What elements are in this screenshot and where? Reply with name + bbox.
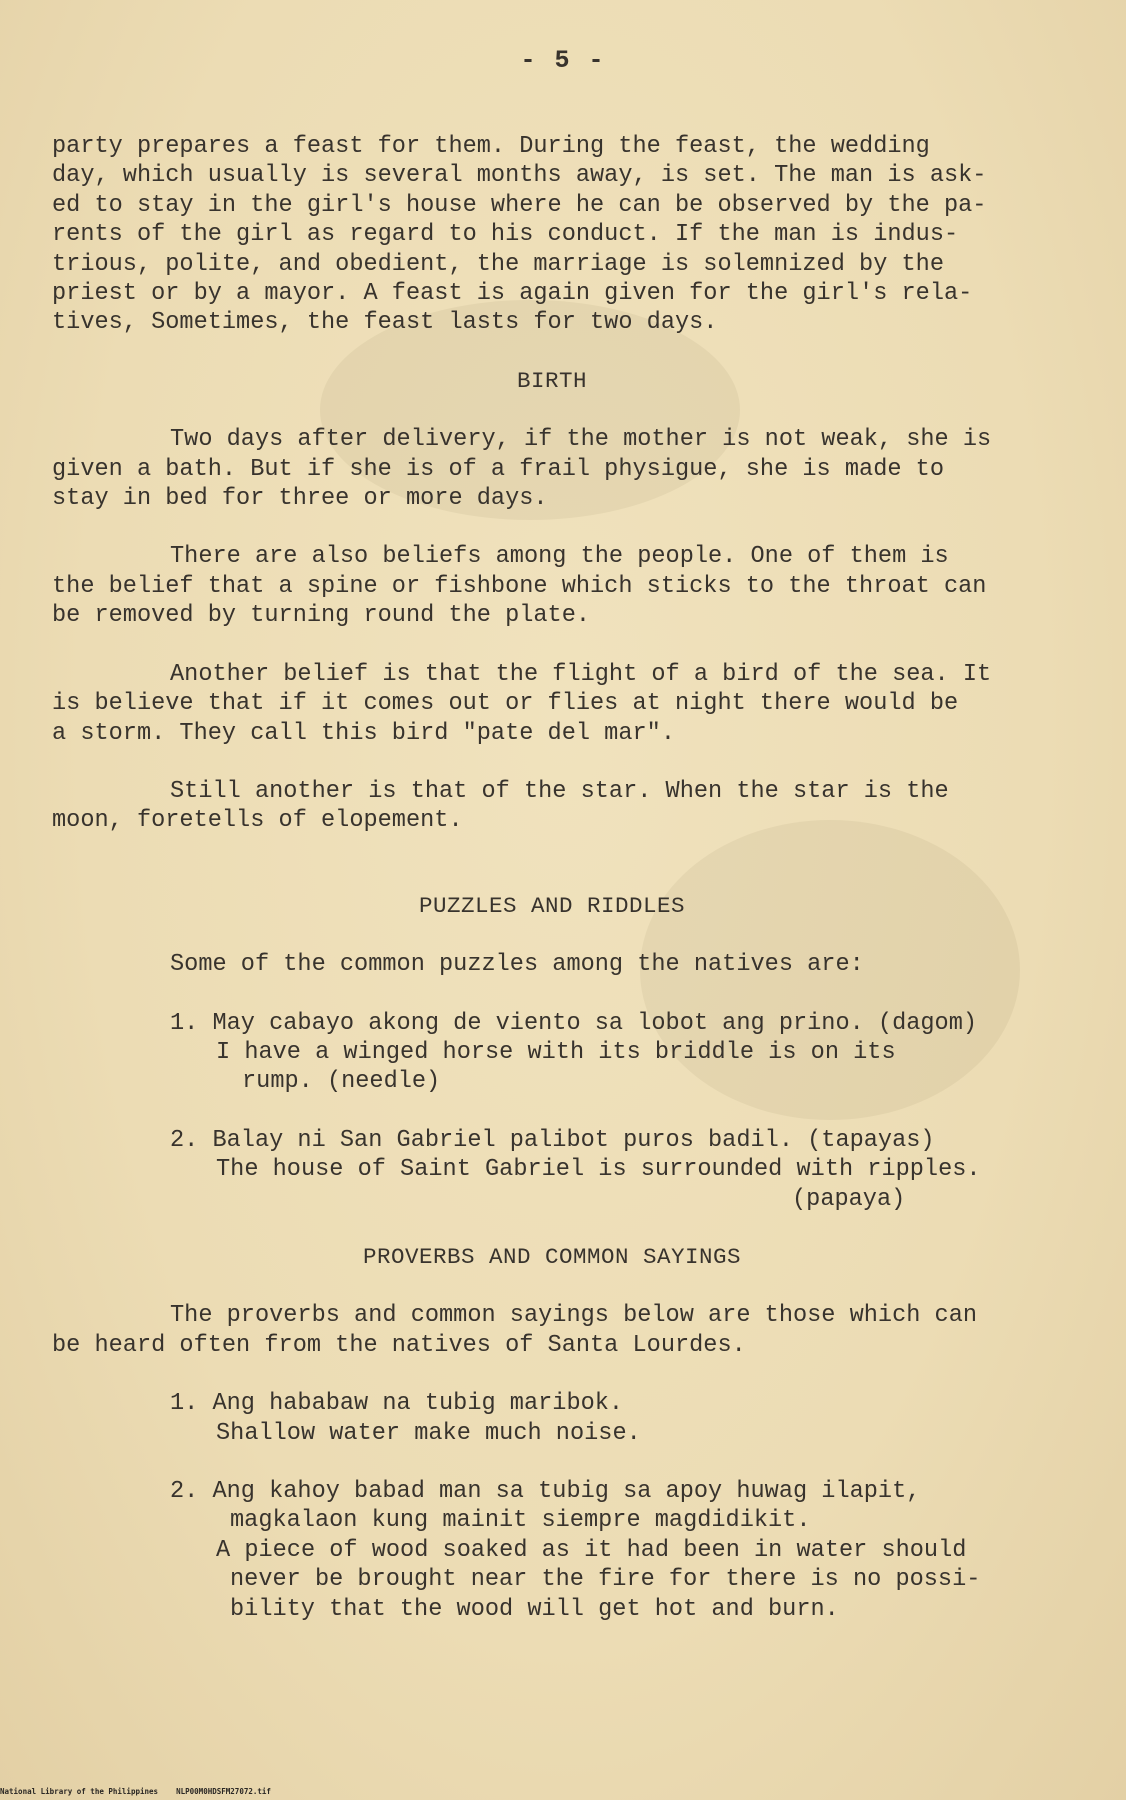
footer-file: NLP00M0HDSFM27072.tif <box>176 1787 271 1796</box>
section-heading-proverbs: PROVERBS AND COMMON SAYINGS <box>362 1243 742 1270</box>
birth-paragraph-1 <box>52 425 1052 513</box>
text-line: Two days after delivery, if the mother is not weak, she is <box>170 426 992 454</box>
text-line: Some of the common puzzles among the natives are: <box>170 951 864 979</box>
text-line: Still another is that of the star. When the star is the <box>170 777 949 805</box>
text-line: a storm. They call this bird "pate del mar". <box>52 719 675 747</box>
text-line: be removed by turning round the plate. <box>52 602 591 630</box>
text-line: priest or by a mayor. A feast is again given for the girl's rela- <box>52 280 973 308</box>
text-line: moon, foretells of elopement. <box>52 807 463 835</box>
text-line: Another belief is that the flight of a bird of the sea. It <box>170 660 992 688</box>
text-line: stay in bed for three or more days. <box>52 485 548 513</box>
section-heading-birth: BIRTH <box>516 367 587 394</box>
scan-footer <box>0 1787 271 1796</box>
birth-paragraph-4 <box>52 777 1052 836</box>
puzzles-intro <box>52 950 1052 979</box>
text-line: A piece of wood soaked as it had been in water should <box>216 1536 967 1564</box>
text-line: is believe that if it comes out or flies at night there would be <box>52 690 959 718</box>
text-line: day, which usually is several months away, is set. The man is ask- <box>52 162 987 190</box>
puzzle-item-1 <box>170 1009 1052 1097</box>
text-line: given a bath. But if she is of a frail physigue, she is made to <box>52 455 944 483</box>
text-line: party prepares a feast for them. During the feast, the wedding <box>52 133 930 160</box>
text-line: 1. Ang hababaw na tubig maribok. <box>170 1390 624 1418</box>
document-body <box>52 132 1052 1624</box>
text-line: ed to stay in the girl's house where he can be observed by the pa- <box>52 191 987 219</box>
text-line: the belief that a spine or fishbone which sticks to the throat can <box>52 572 987 600</box>
birth-paragraph-3 <box>52 660 1052 748</box>
text-line: 2. Balay ni San Gabriel palibot puros badil. (tapayas) <box>170 1126 935 1154</box>
text-line: (papaya) <box>792 1185 906 1213</box>
section-heading-puzzles: PUZZLES AND RIDDLES <box>418 892 686 919</box>
text-line: The house of Saint Gabriel is surrounded with ripples. <box>216 1156 981 1184</box>
birth-paragraph-2 <box>52 542 1052 630</box>
intro-paragraph <box>52 132 1052 338</box>
text-line: The proverbs and common sayings below are those which can <box>170 1302 978 1330</box>
text-line: be heard often from the natives of Santa Lourdes. <box>52 1331 746 1359</box>
text-line: I have a winged horse with its briddle is on its <box>216 1038 896 1066</box>
text-line: rump. (needle) <box>242 1068 441 1096</box>
footer-library: National Library of the Philippines <box>0 1787 159 1796</box>
puzzle-item-2 <box>170 1126 1052 1214</box>
proverbs-intro <box>52 1301 1052 1360</box>
text-line: rents of the girl as regard to his conduct. If the man is indus- <box>52 221 959 249</box>
text-line: trious, polite, and obedient, the marriage is solemnized by the <box>52 250 944 278</box>
text-line: magkalaon kung mainit siempre magdidikit. <box>230 1507 811 1535</box>
text-line: tives, Sometimes, the feast lasts for two days. <box>52 309 718 337</box>
proverb-item-2 <box>170 1477 1052 1624</box>
text-line: never be brought near the fire for there is no possi- <box>230 1566 981 1594</box>
text-line: 2. Ang kahoy babad man sa tubig sa apoy huwag ilapit, <box>170 1478 921 1505</box>
text-line: Shallow water make much noise. <box>216 1419 641 1447</box>
proverb-item-1 <box>170 1389 1052 1448</box>
text-line: There are also beliefs among the people. One of them is <box>170 543 949 571</box>
page-number: - 5 - <box>520 46 606 75</box>
text-line: 1. May cabayo akong de viento sa lobot ang prino. (dagom) <box>170 1009 978 1037</box>
text-line: bility that the wood will get hot and burn. <box>230 1595 839 1623</box>
